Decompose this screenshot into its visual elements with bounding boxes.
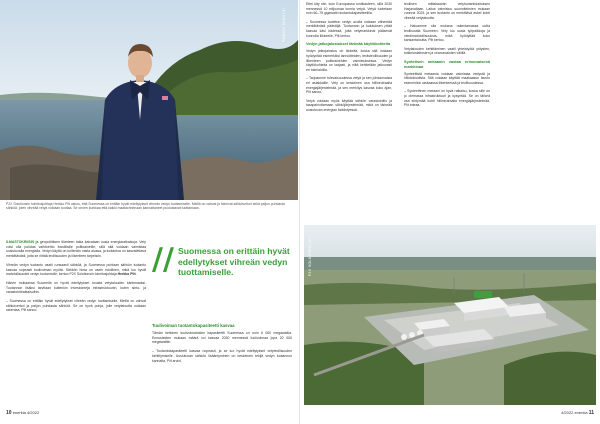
page-number: 11 <box>588 410 594 416</box>
portrait-photo <box>0 0 298 200</box>
quote-mark-icon: // <box>152 242 174 277</box>
section-heading: Syntetisen metaanin vastaa erinomaisesti markkinaa <box>404 59 490 69</box>
paragraph: Hänen mukaansa Suomella on hyvät edellytykset nousta vetytalouden kärkimaaksi. Tuotannon lisäksi tarvitaan kuitenkin investointeja infrastruktuuriin, kuten siirto- ja varastointiratkaisuihin. <box>6 280 146 295</box>
paragraph: Synteettistä metaania voidaan valmistaa vedystä ja hiilidioksidista. Sitä voidaan käyttää maakaasun tavoin esimerkiksi raskaassa liikenteessä ja teollisuudessa. <box>404 71 490 86</box>
paragraph: – Suomessa on erittäin hyvät edellytykset vihreän vedyn tuottamiselle. Meillä on vahvat sähköverkot ja paljon puhdasta sähköä. Se on hyvä pohja, jolle vetytaloutta voidaan rakentaa, Plit sanoo. <box>6 299 146 313</box>
paragraph: teollisen mittakaavan vetytuotantolaitoksen Harjavaltaan. Laitos valmistuu suunnitelmien mukaan vuonna 2025, ja sen tuotanto on merkittävä askel kohti vihreää vetytaloutta. <box>404 2 490 21</box>
paragraph: Ettei käy niin, kuin Euroopassa tuntikauteen, sillä 2030 mennessä 10 miljoonaa tonnia vetyä. Vetyä tuotetaan noin 60–75 gigawatin tuotantokapasiteetilla. <box>306 2 392 16</box>
right-column-2 <box>404 2 490 112</box>
right-column-1 <box>306 2 392 116</box>
facility-render-image <box>304 225 596 405</box>
paragraph: – Synteettinen metaani on hyvä ratkaisu, koska sille on jo olemassa infrastruktuuri ja kysyntää. Se on tärkeä osa siirtymää kohti hiilineutraalia energiajärjestelmää, Plit toteaa. <box>404 89 490 108</box>
photo-caption: P2X Solutionsin toimitusjohtaja Herkko Plit uskoo, että Suomessa on erittäin hyvät edellytykset vihreän vedyn tuottamiselle. Meillä on vahvat ja toimivat sähköverkot sekä paljon puhdasta sähköä, joten vihreää vetyä voidaan tuottaa. Se onnen kurkkaa että kaikki maatachnenaan kannattaneet puolustavat tuottamaan. <box>6 202 285 211</box>
magazine-name: enerkia <box>12 410 26 415</box>
paragraph: – Suomessa tuotetun vedyn avulla voidaan vähentää merkittävästi päästöjä. Tuotannon ja kulutuksen pitää kasvaa käsi kädessä, jotta vetymarkkinat pääsevät kunnolla liikkeelle, Plit kertoo. <box>306 19 392 38</box>
mid-body-column <box>152 331 292 367</box>
paragraph: Tämän hetkinen tuulivoimaloiden kapasiteetti Suomessa on noin 6 000 megawattia. Ennusteiden mukaan määrä voi kasvaa 2030 mennessä tuulivoimaa jopa 20 000 megawattiin. <box>152 331 292 345</box>
paragraph: – Haluamme olla mukana rakentamassa uutta teollisuutta Suomeen. Vety luo uusia työpaikkoja ja vientimahdollisuuksia, mikä hyödyttää koko kansantaloutta, Plit kertoo. <box>404 24 490 43</box>
issue-number: 4/2022 <box>561 410 574 415</box>
paragraph: Vihreän vedyn tuotanto vaatii runsaasti sähköä, ja Suomessa puhtaan sähkön tuotanto kasvaa nopeasti tuulivoiman myötä. Sähkön hinta on usein edullinen, mikä luo hyvät mahdollisuudet vedyn tuotannolle, kertoo P2X Solutionsin toimitusjohtaja Herkko Plit. <box>6 262 146 277</box>
issue-number: 4/2022 <box>26 410 40 415</box>
spread-divider <box>299 0 300 424</box>
page-number: 10 <box>6 410 12 416</box>
paragraph: Vedyn jatkojalostus on tärkeää, koska sitä voidaan hyödyntää esimerkiksi lannoitteiden, terästeollisuuden ja liikenteen polttoaineiden valmistuksessa. Vedyn käyttökohteita on laajasti, ja niitä kehitetään jatkuvasti eri toimialoilla. <box>306 49 392 73</box>
paragraph: – Tarjoamme tulevaisuudessa vetyä ja sen johdannaisia eri asiakkaille. Vety on keskeinen osa hiilineutraalia energiajärjestelmää, ja sen merkitys kasvaa koko ajan, Plit sanoo. <box>306 76 392 95</box>
left-body-column <box>6 240 146 317</box>
folio-left <box>6 410 39 416</box>
paragraph: Vetytalouden kehittäminen vaatii yhteistyötä yritysten, tutkimuslaitosten ja viranomaisten välillä. <box>404 46 490 56</box>
section-heading: Tuulivoiman tuotantokapasiteetti kasvaa <box>152 323 235 328</box>
folio-right <box>561 410 594 416</box>
person-name: Herkko Plit <box>117 272 136 277</box>
render-credit: P2X SOLUTIONS OY <box>308 237 312 277</box>
paragraph: – Tuotantokapasiteetti kasvaa nopeasti, ja se luo hyvät edellytykset vetyteollisuuden kehittymiselle. Uusiutuvan sähkön lisääntyminen on keskeinen tekijä vedyn tuotannon kannalta, Plit arvioi. <box>152 349 292 363</box>
pull-quote: Suomessa on erittäin hyvät edellytykset vihreän vedyn tuottamiselle. <box>178 246 290 278</box>
magazine-name: enerkia <box>574 410 588 415</box>
lead-in: ILMASTOKRIISIN ja <box>6 240 39 244</box>
paragraph: ILMASTOKRIISIN ja geopoliittisen tilanteen takia kaivataan uusia energiaratkaisuja. Vety voisi olla puhdas vaihtoehto fossiilisille polttoaineille, sillä sitä voidaan valmistaa uusiutuvalla energialla. Vedyn käyttö on kuitenkin vasta alussa, ja tuotantoa on kasvatettava merkittävästi, jotta se riittää teollisuuden ja liikenteen tarpeisiin. <box>6 240 146 259</box>
paragraph: Vetyä voidaan myös käyttää sähkön varastointiin ja tasapainottamaan sähköjärjestelmää, mikä on tärkeää uusiutuvan energian lisääntyessä. <box>306 98 392 112</box>
photo-credit: SAMULI SKANTSI <box>282 8 286 42</box>
section-heading: Vedyn jatkojalostukset tärkeää käyttökohteita <box>306 41 391 47</box>
